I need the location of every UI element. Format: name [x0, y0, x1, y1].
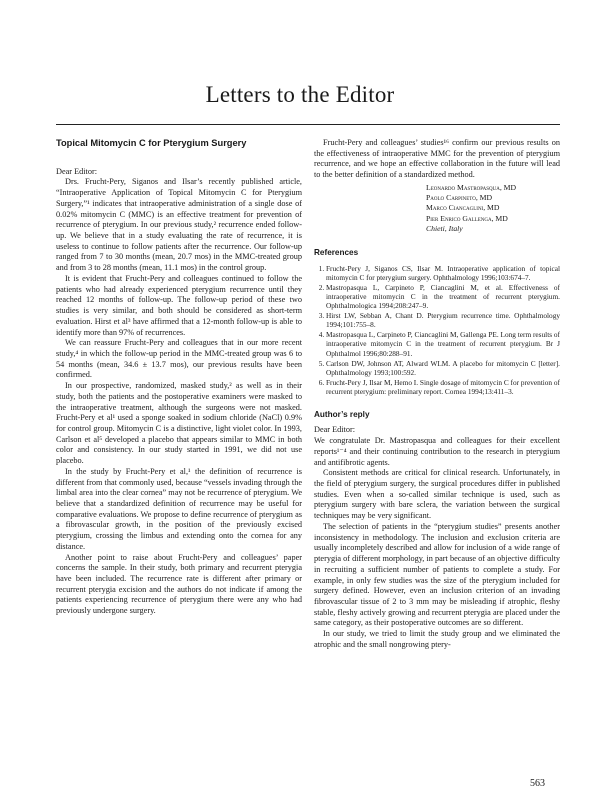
letter-paragraph-5: In the study by Frucht-Pery et al,¹ the definition of recurrence is different from that commonly used, because “vessels invading through the limbal area into the clear cornea” may not be recurrence of pterygium. We believe that a standardized definition of recurrence may be useful for comparative evaluations. We propose to define recurrence of pterygium as a fibrovascular growth, in the position of the previously excised pterygium, crossing the limbus and extending onto the cornea for any distance.: [56, 466, 302, 551]
reply-paragraph-2: Consistent methods are critical for clinical research. Unfortunately, in the field of pterygium surgery, the surgical procedures differ in published studies. Even when a so-called similar technique is used, such as pterygium surgery with bare sclera, the variation between the surgical techniques may be very significant.: [314, 468, 560, 521]
reference-item: 3. Hirst LW, Sebban A, Chant D. Pterygium recurrence time. Ophthalmology 1994;101:755–8.: [326, 311, 560, 329]
signatory-block: [314, 183, 560, 234]
reference-item: 4. Mastropasqua L, Carpineto P, Ciancaglini M, Gallenga PE. Long term results of intraoperative mitomycin C in the treatment of recurrent pterygium. Br J Ophthalmol 1996;80:288–91.: [326, 330, 560, 357]
signatory-name: Paolo Carpineto, MD: [426, 193, 493, 203]
signatory-location: Chieti, Italy: [426, 224, 463, 234]
letter-paragraph-3: We can reassure Frucht-Pery and colleagues that in our more recent study,⁴ in which the follow-up period in the MMC-treated group was 6 to 54 months (mean, 34.6 ± 13.7 mos), our previous results have been confirmed.: [56, 338, 302, 380]
author-reply-heading: Author’s reply: [314, 409, 370, 419]
signatory-name: Leonardo Mastropasqua, MD: [426, 182, 517, 192]
reply-paragraph-4: In our study, we tried to limit the study group and we eliminated the atrophic and the small nongrowing ptery-: [314, 629, 560, 649]
letter-salutation: Dear Editor:: [56, 166, 98, 176]
right-column: [314, 138, 560, 651]
page-number: 563: [530, 778, 545, 789]
reference-item: 2. Mastropasqua L, Carpineto P, Ciancaglini M, et al. Effectiveness of intraoperative mitomycin C in the treatment of recurrent pterygium. Ophthalmologica 1994;208:247–9.: [326, 283, 560, 310]
reference-item: 5. Carlson DW, Johnson AT, Alward WLM. A placebo for mitomycin C [letter]. Ophthalmology 1993;100:592.: [326, 359, 560, 377]
reply-paragraph-3: The selection of patients in the “pterygium studies” presents another inconsistency in methodology. The inclusion and exclusion criteria are usually incompletely described and allow for inclusion of a wide range of pterygia of different morphology, in part because of an objective difficulty in recruiting a sufficient number of patients to complete a study. For example, in only few studies was the size of the pterygium included for surgery defined. However, even an inclusion criterion of an invading fibrovascular tissue of 2 to 3 mm may be misleading if atrophic, fleshy stable, fleshy actively growing and recurrent pterygia are placed under the same category, as their postoperative outcomes are so different.: [314, 521, 560, 628]
letter-paragraph-6: Another point to raise about Frucht-Pery and colleagues’ paper concerns the sample. In their study, both primary and recurrent pterygia have been included. The recurrence rate is different after primary or recurrent pterygia excision and the authors do not indicate if among the patients experiencing recurrence of pterygium there were any who had previously undergone surgery.: [56, 552, 302, 616]
reference-item: 1. Frucht-Pery J, Siganos CS, Ilsar M. Intraoperative application of topical mitomycin C for pterygium surgery. Ophthalmology 1996;103:674–7.: [326, 264, 560, 282]
heading-rule: [56, 124, 560, 125]
signatory-name: Pier Enrico Gallenga, MD: [426, 213, 508, 223]
letter-paragraph-7: Frucht-Pery and colleagues’ studies¹⁶ confirm our previous results on the effectiveness of intraoperative MMC for the prevention of pterygium recurrence, and we hope an effective collaboration in the future will lead to the better definition of a standardized method.: [314, 138, 560, 180]
letter-paragraph-4: In our prospective, randomized, masked study,² as well as in their study, both the patients and the postoperative examiners were masked to the intraoperative treatment, although the surgeons were not masked. Frucht-Pery et al¹ used a sponge soaked in sodium chloride (NaCl) 0.9% for control group. Mitomycin C is a distinctive, light violet color. In 1993, Carlson et al⁵ developed a placebo that appears similar to MMC in both color and consistency. In our study started in 1991, we did not use placebo.: [56, 381, 302, 466]
signatory-name: Marco Ciancaglini, MD: [426, 203, 500, 213]
reference-list: [314, 264, 560, 396]
references-heading: References: [314, 248, 359, 258]
reply-salutation: Dear Editor:: [314, 425, 356, 435]
journal-heading: Letters to the Editor: [205, 82, 395, 107]
letter-paragraph-1: Drs. Frucht-Pery, Siganos and Ilsar’s recently published article, “Intraoperative Application of Topical Mitomycin C for Pterygium Surgery,”¹ indicates that intraoperative administration of a single dose of 0.02% mitomycin C (MMC) is an effective treatment for prevention of recurrence of pterygium. In our previous study,² recurrence ended follow-up. We believe that in a study evaluating the rate of recurrence, it is useless to continue to follow patients after the recurrence. Our follow-up ranged from 7 to 30 months (mean, 20.7 mos) in the MMC-treated group and from 3 to 28 months (mean, 11.1 mos) in the control group.: [56, 177, 302, 273]
article-title: Topical Mitomycin C for Pterygium Surgery: [56, 138, 247, 148]
reference-item: 6. Frucht-Pery J, Ilsar M, Hemo I. Single dosage of mitomycin C for prevention of recurrent pterygium: preliminary report. Cornea 1994;13:411–3.: [326, 378, 560, 396]
letter-paragraph-2: It is evident that Frucht-Pery and colleagues continued to follow the patients who had already experienced pterygium recurrence until they reached 12 months of follow-up. The follow-up period of these two studies is very similar, and both should be considered as short-term evaluation. Hirst et al³ have affirmed that a 12-month follow-up is able to identify more than 97% of recurrences.: [56, 273, 302, 337]
reply-paragraph-1: We congratulate Dr. Mastropasqua and colleagues for their excellent reports¹⁻⁴ and their continuing contribution to the research in pterygium and antifibrotic agents.: [314, 436, 560, 467]
left-column: [56, 138, 302, 617]
